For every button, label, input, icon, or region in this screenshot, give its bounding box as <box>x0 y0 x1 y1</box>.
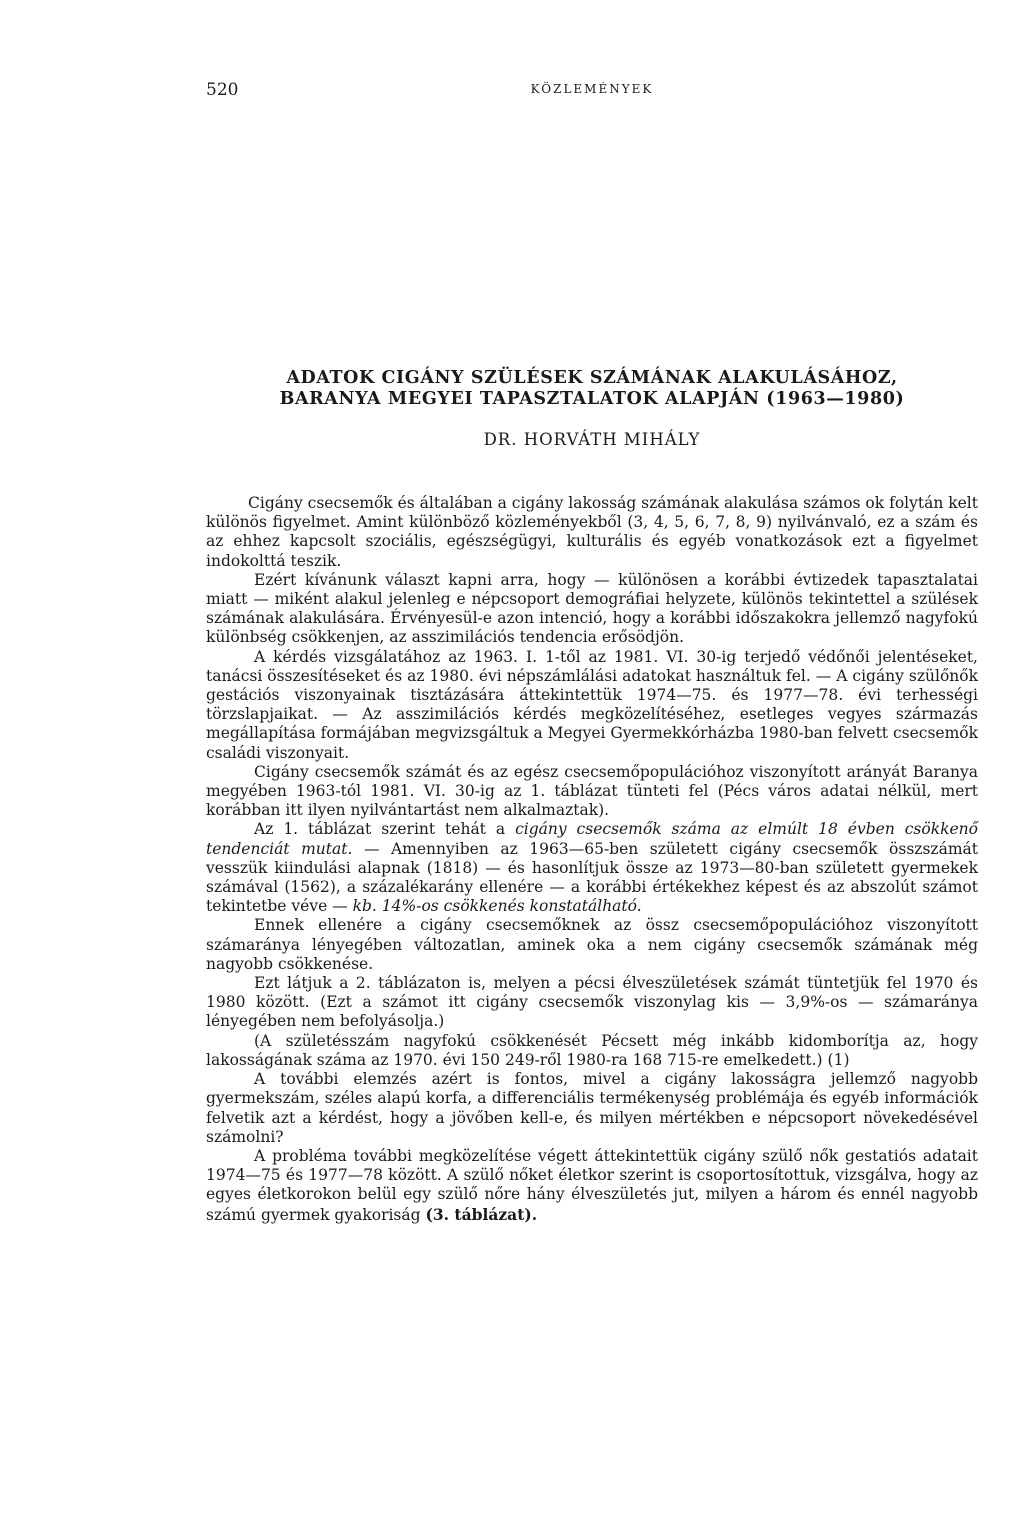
paragraph-10 <box>206 1147 978 1225</box>
paragraph-10-table-reference: (3. táblázat). <box>425 1204 538 1224</box>
paragraph-6: Ennek ellenére a cigány csecsemőknek az össz csecsemőpopulációhoz viszonyított számaránya lényegében változatlan, aminek oka a nem cigány csecsemők számának még nagyobb csökkenése. <box>206 916 978 973</box>
article-header <box>206 368 978 449</box>
paragraph-5-emphasis-1: cigány csecsemők száma az elmúlt 18 évben csökkenő tendenciát mutat. <box>206 820 978 858</box>
paragraph-10-text: A probléma további megközelítése végett áttekintettük cigány szülő nők gestatiós adatait 1974—75 és 1977—78 között. A szülő nőket életkor szerint is csoportosítottuk, vizsgálva, hogy az egyes életkorokon belül egy szülő nőre hány élveszületés jut, milyen a három és ennél nagyobb számú gyermek gyakoriság <box>206 1146 978 1224</box>
paragraph-9: A további elemzés azért is fontos, mivel a cigány lakosságra jellemző nagyobb gyermekszám, széles alapú korfa, a differenciális termékenység problémája és egyéb információk felvetik azt a kérdést, hogy a jövőben kell-e, és milyen mértékben e népcsoport növekedésével számolni? <box>206 1070 978 1146</box>
journal-section-title: KÖZLEMÉNYEK <box>530 82 654 96</box>
paragraph-5-text-a: Az 1. táblázat szerint tehát a <box>254 820 516 839</box>
article-title-line-1: ADATOK CIGÁNY SZÜLÉSEK SZÁMÁNAK ALAKULÁSÁHOZ, <box>286 368 898 388</box>
paragraph-5-text-b: — Amennyiben az 1963—65-ben született cigány csecsemők összszámát vesszük kiindulási alapnak (1818) — és hasonlítjuk össze az 1973—80-ban született gyermekek számával (1562), a százalékarány ellenére — a korábbi értékekhez képest és az abszolút számot tekintetbe véve — <box>206 839 978 916</box>
article-body <box>206 494 978 1225</box>
paragraph-4: Cigány csecsemők számát és az egész csecsemőpopulációhoz viszonyított arányát Baranya megyében 1963-tól 1981. VI. 30-ig az 1. táblázat tünteti fel (Pécs város adatai nélkül, mert korábban itt ilyen nyilvántartást nem alkalmaztak). <box>206 762 978 820</box>
article-author: DR. HORVÁTH MIHÁLY <box>483 430 701 449</box>
paragraph-1: Cigány csecsemők és általában a cigány lakosság számának alakulása számos ok folytán kelt különös figyelmet. Amint különböző közleményekből (3, 4, 5, 6, 7, 8, 9) nyilvánvaló, ez a szám és az ehhez kapcsolt szociális, egészségügyi, kulturális és egyéb vonatkozások ezt a figyelmet indokolttá teszik. <box>206 494 978 570</box>
article-title <box>206 368 978 410</box>
paragraph-5 <box>206 820 978 916</box>
paragraph-7: Ezt látjuk a 2. táblázaton is, melyen a pécsi élveszületések számát tüntetjük fel 1970 és 1980 között. (Ezt a számot itt cigány csecsemők viszonylag kis — 3,9%-os — számaránya lényegében nem befolyásolja.) <box>206 974 978 1031</box>
paragraph-2: Ezért kívánunk választ kapni arra, hogy — különösen a korábbi évtizedek tapasztalatai miatt — miként alakul jelenleg e népcsoport demográfiai helyzete, különös tekintettel a szülések számának alakulására. Érvényesül-e azon intenció, hogy a korábbi időszakokra jellemző nagyfokú különbség csökkenjen, az asszimilációs tendencia erősödjön. <box>206 570 978 647</box>
paragraph-5-emphasis-2: kb. 14%-os csökkenés konstatálható. <box>352 897 642 916</box>
paragraph-3: A kérdés vizsgálatához az 1963. I. 1-től az 1981. VI. 30-ig terjedő védőnői jelentéseket, tanácsi összesítéseket és az 1980. évi népszámlálási adatokat használtuk fel. — A cigány szülőnők gestációs viszonyainak tisztázására áttekintettük 1974—75. és 1977—78. évi terhességi törzslapjaikat. — Az asszimilációs kérdés megközelítéséhez, esetleges vegyes származás megállapítása formájában megvizsgáltuk a Megyei Gyermekkórházba 1980-ban felvett csecsemők családi viszonyait. <box>206 647 978 762</box>
running-head <box>206 80 978 104</box>
page-number: 520 <box>206 80 239 100</box>
paragraph-8: (A születésszám nagyfokú csökkenését Pécsett még inkább kidomborítja az, hogy lakosságának száma az 1970. évi 150 249-ről 1980-ra 168 715-re emelkedett.) (1) <box>206 1031 978 1069</box>
article-title-line-2: BARANYA MEGYEI TAPASZTALATOK ALAPJÁN (1963—1980) <box>279 389 905 409</box>
